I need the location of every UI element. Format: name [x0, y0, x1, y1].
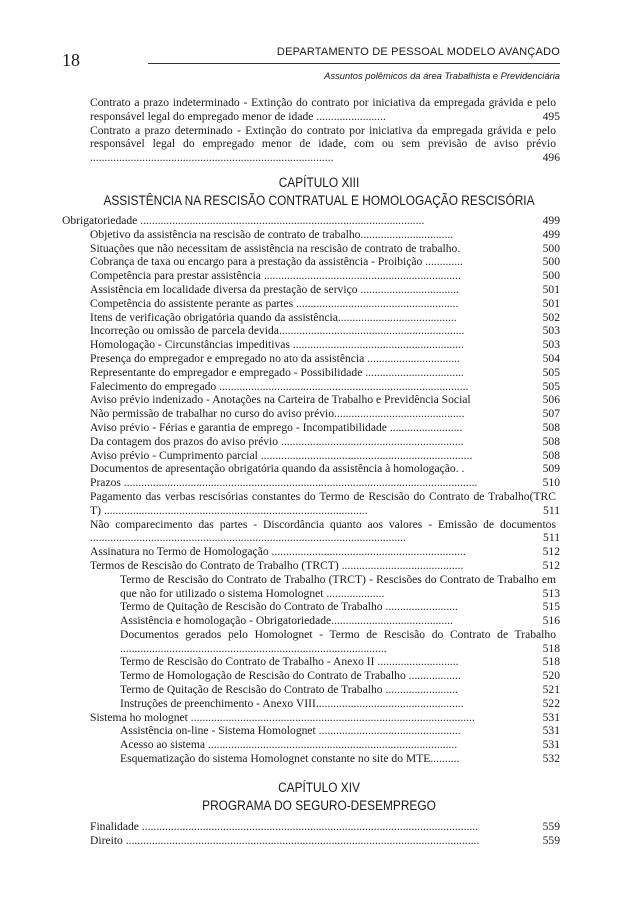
toc-entry-title: Pagamento das verbas rescisórias constantes do Termo de Rescisão do Contrato de Trabalho(TRC T) ........................................................................................... [90, 489, 556, 517]
toc-entry-title: Competência do assistente perante as partes ........................................................ [90, 296, 459, 310]
toc-entry-title: Termo de Homologação de Rescisão do Contrato de Trabalho .................. [120, 669, 461, 683]
toc-entry-page: 513 [542, 586, 560, 600]
toc-entry [0, 393, 638, 407]
toc-entry-page: 515 [542, 600, 560, 614]
toc-entry [0, 311, 638, 325]
toc-entry-page: 500 [542, 269, 560, 283]
toc-entry [0, 738, 638, 752]
toc-entry-page: 518 [542, 655, 560, 669]
toc-entry-page: 531 [542, 724, 560, 738]
toc-entry-page: 511 [543, 531, 560, 545]
toc-entry-title: Termos de Rescisão do Contrato de Trabalho (TRCT) .......................................... [90, 558, 464, 572]
toc-entry-page: 495 [542, 109, 560, 123]
toc-entry-page: 500 [542, 255, 560, 269]
table-of-contents [0, 96, 638, 847]
chapter-14-entries [0, 820, 638, 848]
toc-entry-title: Obrigatoriedade .................................................................................................. [62, 213, 425, 227]
toc-entry-title: Documentos de apresentação obrigatória quando da assistência à homologação. . [90, 462, 465, 476]
chapter-13-title: ASSISTÊNCIA NA RESCISÃO CONTRATUAL E HOMOLOGAÇÃO RESCISÓRIA [103, 192, 535, 208]
header-rule [148, 63, 560, 64]
toc-entry-page: 501 [542, 282, 560, 296]
toc-entry-title: Termo de Rescisão do Contrato de Trabalho - Anexo II ............................ [120, 655, 459, 669]
chapter-13-heading-block [60, 174, 578, 210]
toc-entry [0, 449, 638, 463]
toc-entry-page: 501 [542, 296, 560, 310]
toc-entry-title: Competência para prestar assistência .................................................................... [90, 269, 461, 283]
toc-entry-page: 505 [542, 379, 560, 393]
toc-entry-title: Aviso prévio indenizado - Anotações na Carteira de Trabalho e Previdência Social [90, 393, 471, 407]
toc-entry-title: Não permissão de trabalhar no curso do aviso prévio............................................. [90, 407, 465, 421]
toc-entry [0, 545, 638, 559]
toc-entry [0, 600, 638, 614]
chapter-14-heading: CAPÍTULO XIV [278, 779, 360, 795]
toc-entry-title: Aviso prévio - Cumprimento parcial ......................................................................... [90, 448, 473, 462]
toc-entry-page: 504 [542, 351, 560, 365]
toc-entry-page: 503 [542, 324, 560, 338]
toc-entry-title: Itens de verificação obrigatória quando da assistência......................................... [90, 310, 457, 324]
toc-entry [0, 269, 638, 283]
toc-entry [0, 435, 638, 449]
toc-entry-title: Termo de Rescisão do Contrato de Trabalho (TRCT) - Rescisões do Contrato de Trabalho em que não for utilizado o sistema Homolognet .................... [120, 572, 556, 600]
toc-entry-page: 505 [542, 365, 560, 379]
toc-entry-page: 507 [542, 407, 560, 421]
toc-entry [0, 338, 638, 352]
toc-entry [0, 669, 638, 683]
toc-entry-title: Sistema ho molognet .................................................................................................. [90, 710, 475, 724]
toc-entry-title: Homologação - Circunstâncias impeditivas ........................................................... [90, 338, 464, 352]
toc-entry-page: 496 [542, 151, 560, 165]
toc-entry-page: 499 [542, 213, 560, 227]
toc-entry-page: 522 [542, 696, 560, 710]
toc-entry-title: Presença do empregador e empregado no ato da assistência ................................ [90, 351, 460, 365]
toc-entry [0, 380, 638, 394]
toc-entry-title: Direito .......................................................................................................................... [90, 833, 480, 847]
toc-entry-page: 500 [542, 241, 560, 255]
toc-entry-page: 512 [542, 545, 560, 559]
top-entries [0, 96, 638, 165]
toc-entry-title: Prazos .......................................................................................................................... [90, 476, 478, 490]
toc-entry-title: Assistência em localidade diversa da prestação de serviço .................................. [90, 282, 459, 296]
toc-entry-page: 499 [542, 227, 560, 241]
toc-entry [0, 655, 638, 669]
toc-entry-title: Objetivo da assistência na rescisão de contrato de trabalho................................ [90, 227, 454, 241]
toc-entry [0, 476, 638, 490]
toc-entry-title: Da contagem dos prazos do aviso prévio ............................................................... [90, 434, 464, 448]
toc-entry-page: 559 [542, 819, 560, 833]
toc-entry-page: 521 [542, 683, 560, 697]
toc-entry [0, 96, 638, 124]
toc-entry [0, 697, 638, 711]
toc-entry-title: Situações que não necessitam de assistência na rescisão de contrato de trabalho. [90, 241, 461, 255]
toc-entry-page: 512 [542, 558, 560, 572]
toc-entry-page: 509 [542, 462, 560, 476]
toc-entry [0, 752, 638, 766]
toc-entry-title: Termo de Quitação de Rescisão do Contrato de Trabalho ......................... [120, 683, 458, 697]
chapter-14-title: PROGRAMA DO SEGURO-DESEMPREGO [202, 797, 436, 813]
toc-entry-title: Assinatura no Termo de Homologação ................................................................... [90, 545, 466, 559]
toc-entry [0, 283, 638, 297]
toc-entry-page: 559 [542, 833, 560, 847]
toc-entry [0, 834, 638, 848]
toc-entry [0, 559, 638, 573]
toc-entry-title: Representante do empregador e empregado - Possibilidade .................................. [90, 365, 464, 379]
toc-entry [0, 683, 638, 697]
toc-entry-title: Termo de Quitação de Rescisão do Contrato de Trabalho ......................... [120, 600, 458, 614]
toc-entry-title: Cobrança de taxa ou encargo para a prestação da assistência - Proibição ............. [90, 255, 463, 269]
toc-entry-title: Contrato a prazo determinado - Extinção do contrato por iniciativa da empregada grávida e pelo responsável legal do empregado menor de idade, com ou sem previsão de aviso prévio .................................................................................... [90, 123, 556, 165]
chapter-13-entries [0, 214, 638, 766]
toc-entry-page: 508 [542, 434, 560, 448]
toc-entry-page: 532 [542, 752, 560, 766]
running-header-subtitle: Assuntos polêmicos da área Trabalhista e Previdenciária [324, 70, 560, 81]
toc-entry [0, 421, 638, 435]
toc-entry [0, 711, 638, 725]
toc-entry-title: Aviso prévio - Férias e garantia de emprego - Incompatibilidade ......................... [90, 420, 463, 434]
toc-entry-title: Falecimento do empregado ...................................................................................... [90, 379, 469, 393]
toc-entry [0, 490, 638, 518]
toc-entry-title: Acesso ao sistema ...................................................................................... [120, 738, 458, 752]
toc-entry-title: Assistência on-line - Sistema Homolognet ................................................. [120, 724, 461, 738]
toc-entry [0, 228, 638, 242]
toc-entry-title: Finalidade .................................................................................................................... [90, 819, 479, 833]
toc-entry [0, 124, 638, 165]
chapter-13-heading: CAPÍTULO XIII [278, 174, 360, 190]
toc-entry [0, 242, 638, 256]
toc-entry-title: Assistência e homologação - Obrigatoriedade.......................................... [120, 614, 453, 628]
toc-entry [0, 255, 638, 269]
toc-entry [0, 214, 638, 228]
page-number: 18 [62, 50, 80, 70]
toc-entry-title: Contrato a prazo indeterminado - Extinção do contrato por iniciativa da empregada grávida e pelo responsável legal do empregado menor de idade ........................ [90, 96, 556, 123]
toc-entry-page: 503 [542, 338, 560, 352]
toc-entry-title: Incorreção ou omissão de parcela devida................................................................ [90, 324, 465, 338]
toc-entry-title: Documentos gerados pelo Homolognet - Termo de Rescisão do Contrato de Trabalho ............................................................................................ [120, 627, 556, 655]
toc-entry [0, 614, 638, 628]
toc-entry-page: 508 [542, 420, 560, 434]
toc-entry-page: 511 [543, 503, 560, 517]
toc-entry [0, 462, 638, 476]
toc-entry [0, 366, 638, 380]
toc-entry-title: Instruções de preenchimento - Anexo VIII................................................... [120, 696, 464, 710]
toc-entry-title: Esquematização do sistema Homolognet constante no site do MTE.......... [120, 752, 460, 766]
toc-entry-page: 510 [542, 476, 560, 490]
toc-entry [0, 324, 638, 338]
toc-entry-title: Não comparecimento das partes - Discordância quanto aos valores - Emissão de documentos ............................................................................................................. [90, 517, 556, 545]
toc-entry [0, 573, 638, 601]
toc-entry [0, 820, 638, 834]
toc-entry [0, 724, 638, 738]
toc-entry-page: 520 [542, 669, 560, 683]
toc-entry [0, 297, 638, 311]
toc-entry-page: 518 [542, 641, 560, 655]
toc-entry-page: 516 [542, 614, 560, 628]
chapter-14-heading-block [60, 779, 578, 815]
running-header-title: DEPARTAMENTO DE PESSOAL MODELO AVANÇADO [276, 46, 560, 58]
toc-entry [0, 407, 638, 421]
toc-entry-page: 506 [542, 393, 560, 407]
toc-entry-page: 508 [542, 448, 560, 462]
toc-entry-page: 502 [542, 310, 560, 324]
toc-entry-page: 531 [542, 710, 560, 724]
toc-entry-page: 531 [542, 738, 560, 752]
toc-entry [0, 518, 638, 546]
toc-entry [0, 352, 638, 366]
toc-entry [0, 628, 638, 656]
